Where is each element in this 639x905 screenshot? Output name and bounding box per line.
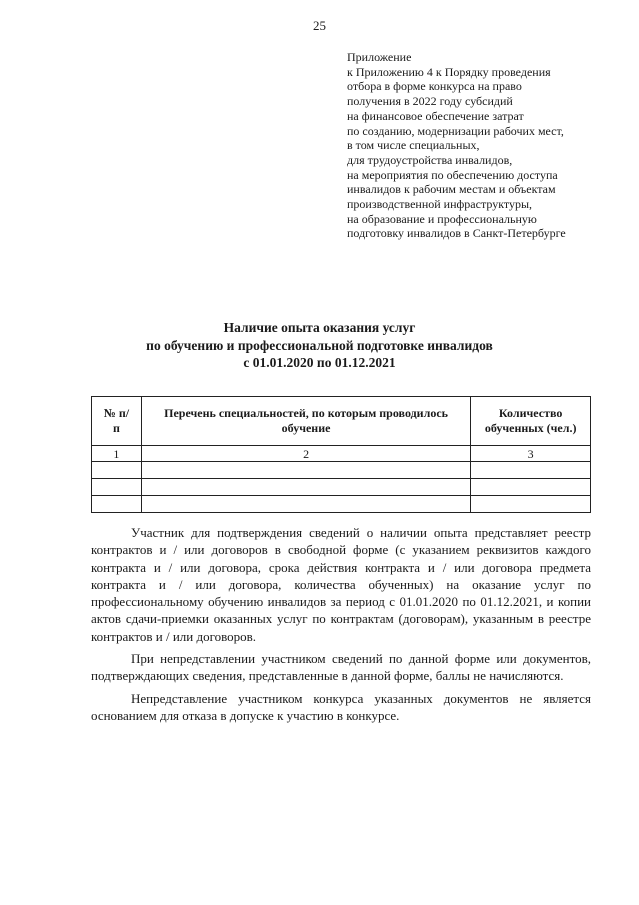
table-cell: [92, 479, 142, 496]
table-cell: 2: [141, 446, 470, 462]
table-cell: [471, 496, 591, 513]
header-count: Количество обученных (чел.): [471, 397, 591, 446]
header-specialties: Перечень специальностей, по которым проводилось обучение: [141, 397, 470, 446]
table-cell: 3: [471, 446, 591, 462]
paragraph: При непредставлении участником сведений по данной форме или документов, подтверждающих сведения, представленные в данной форме, баллы не начисляются.: [91, 651, 591, 684]
appendix-line: производственной инфраструктуры,: [347, 197, 533, 212]
appendix-line: подготовку инвалидов в Санкт-Петербурге: [347, 226, 566, 241]
appendix-line: инвалидов к рабочим местам и объектам: [347, 182, 556, 197]
appendix-line: к Приложению 4 к Порядку проведения: [347, 64, 551, 79]
appendix-line: на мероприятия по обеспечению доступа: [347, 167, 558, 182]
experience-table: [91, 396, 591, 513]
table-row: [92, 462, 591, 479]
table-cell: [141, 462, 470, 479]
table-cell: [141, 479, 470, 496]
table-cell: [471, 462, 591, 479]
appendix-note: [347, 50, 566, 241]
appendix-line: Приложение: [347, 50, 412, 64]
table-cell: [141, 496, 470, 513]
appendix-line: в том числе специальных,: [347, 138, 480, 153]
table-row: [92, 496, 591, 513]
appendix-line: на образование и профессиональную: [347, 211, 537, 226]
appendix-line: по созданию, модернизации рабочих мест,: [347, 123, 564, 138]
body-text: [91, 524, 591, 729]
table-header-row: [92, 397, 591, 446]
appendix-line: на финансовое обеспечение затрат: [347, 108, 524, 123]
table-numbering-row: [92, 446, 591, 462]
paragraph: Непредставление участником конкурса указанных документов не является основанием для отказа в допуске к участию в конкурсе.: [91, 690, 591, 723]
title-line: с 01.01.2020 по 01.12.2021: [243, 355, 396, 371]
page-number: 25: [313, 18, 326, 33]
appendix-line: отбора в форме конкурса на право: [347, 79, 522, 94]
table-cell: [92, 462, 142, 479]
table-cell: [471, 479, 591, 496]
title-line: по обучению и профессиональной подготовке инвалидов: [146, 337, 493, 353]
table-row: [92, 479, 591, 496]
table-cell: 1: [92, 446, 142, 462]
header-number: № п/п: [92, 397, 142, 446]
title-line: Наличие опыта оказания услуг: [223, 320, 416, 335]
appendix-line: получения в 2022 году субсидий: [347, 94, 513, 109]
document-title: [0, 319, 639, 372]
table-cell: [92, 496, 142, 513]
appendix-line: для трудоустройства инвалидов,: [347, 152, 513, 167]
paragraph: Участник для подтверждения сведений о наличии опыта представляет реестр контрактов и / или договоров в свободной форме (с указанием реквизитов каждого контракта и / или договора, срока действия контракта и / или договора предмета контракта и / или договора, количества обученных) на оказание услуг по профессиональному обучению инвалидов за период с 01.01.2020 по 01.12.2021, и копии актов сдачи-приемки оказанных услуг по контрактам (договорам), указанным в реестре контрактов и / или договоров.: [91, 525, 591, 644]
